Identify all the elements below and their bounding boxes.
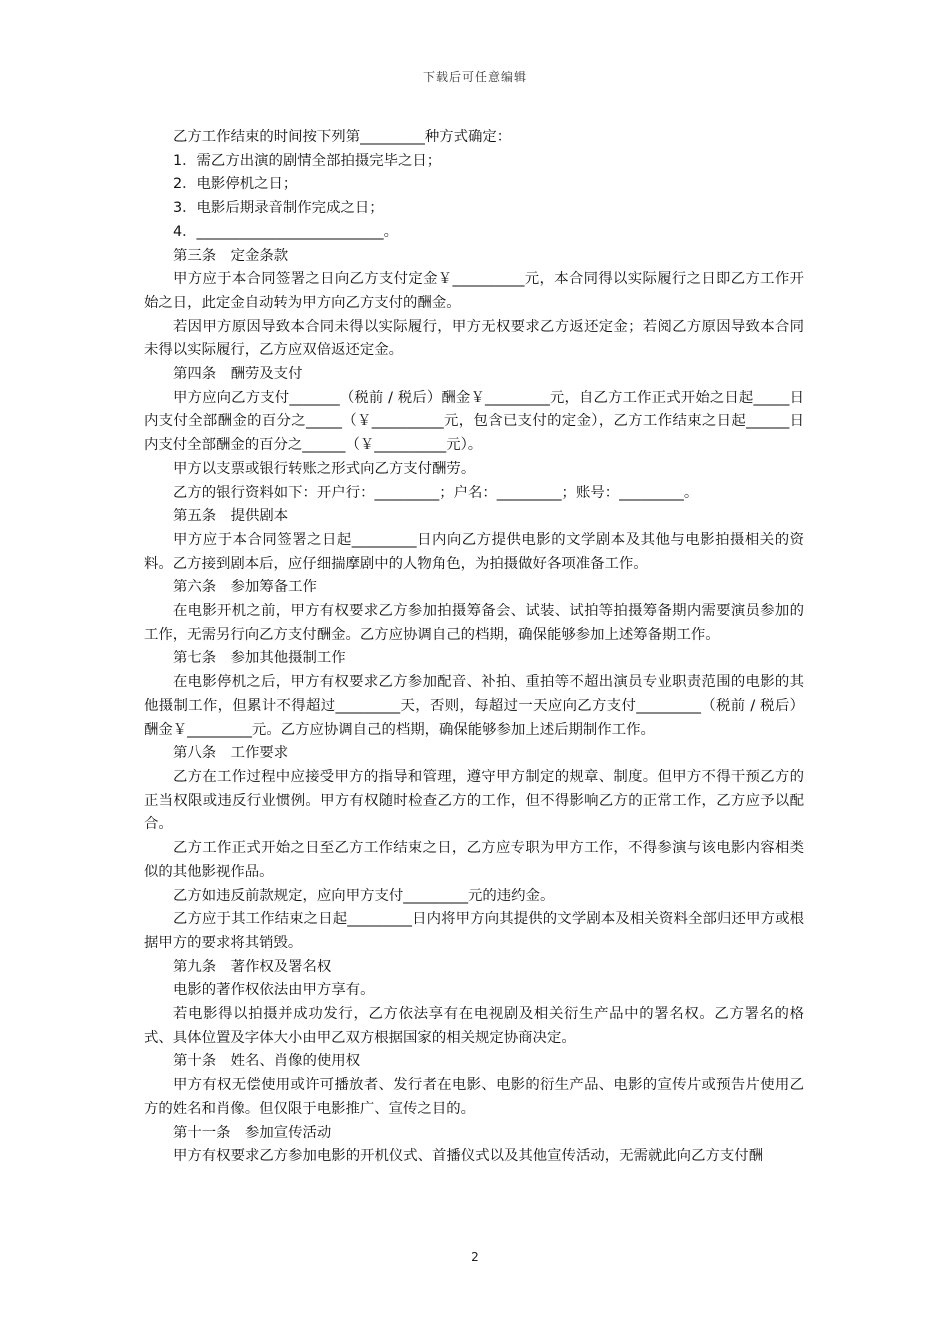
document-body xyxy=(144,126,804,1169)
list-item: 3．电影后期录音制作完成之日； xyxy=(173,200,384,217)
list-item: 2．电影停机之日； xyxy=(173,176,298,193)
paragraph: 乙方工作正式开始之日至乙方工作结束之日，乙方应专职为甲方工作，不得参演与该电影内容相类似的其他影视作品。 xyxy=(144,840,804,880)
paragraph: 甲方应于本合同签署之日向乙方支付定金￥__________元，本合同得以实际履行之日即乙方工作开始之日，此定金自动转为甲方向乙方支付的酬金。 xyxy=(144,271,804,311)
article-heading: 第九条 著作权及署名权 xyxy=(173,958,332,975)
article-heading: 第六条 参加筹备工作 xyxy=(173,579,317,596)
paragraph: 甲方应于本合同签署之日起_________日内向乙方提供电影的文学剧本及其他与电影拍摄相关的资料。乙方接到剧本后，应仔细揣摩剧中的人物角色，为拍摄做好各项准备工作。 xyxy=(144,531,804,572)
list-item: 4．__________________________。 xyxy=(173,223,399,240)
list-item: 1．需乙方出演的剧情全部拍摄完毕之日； xyxy=(173,152,442,169)
paragraph: 乙方工作结束的时间按下列第_________种方式确定： xyxy=(173,129,512,145)
page-number: 2 xyxy=(471,1250,479,1264)
paragraph: 甲方有权无偿使用或许可播放者、发行者在电影、电影的衍生产品、电影的宣传片或预告片使用乙方的姓名和肖像。但仅限于电影推广、宣传之目的。 xyxy=(144,1077,804,1117)
article-heading: 第十一条 参加宣传活动 xyxy=(173,1124,332,1141)
paragraph: 在电影开机之前，甲方有权要求乙方参加拍摄筹备会、试装、试拍等拍摄筹备期内需要演员参加的工作，无需另行向乙方支付酬金。乙方应协调自己的档期，确保能够参加上述筹备期工作。 xyxy=(144,603,804,643)
paragraph: 乙方在工作过程中应接受甲方的指导和管理，遵守甲方制定的规章、制度。但甲方不得干预乙方的正当权限或违反行业惯例。甲方有权随时检查乙方的工作，但不得影响乙方的正常工作，乙方应予以配合。 xyxy=(144,768,804,833)
paragraph: 甲方应向乙方支付_______（税前 / 税后）酬金￥_________元，自乙方工作正式开始之日起_____日内支付全部酬金的百分之_____（￥__________元，包含已支付的定金），乙方工作结束之日起______日内支付全部酬金的百分之______（￥__________元）。 xyxy=(144,389,804,454)
paragraph: 乙方如违反前款规定，应向甲方支付_________元的违约金。 xyxy=(173,887,555,904)
article-heading: 第七条 参加其他摄制工作 xyxy=(173,650,346,667)
paragraph: 若因甲方原因导致本合同未得以实际履行，甲方无权要求乙方返还定金；若阅乙方原因导致本合同未得以实际履行，乙方应双倍返还定金。 xyxy=(144,318,804,359)
article-heading: 第三条 定金条款 xyxy=(173,247,289,264)
paragraph: 在电影停机之后，甲方有权要求乙方参加配音、补拍、重拍等不超出演员专业职责范围的电影的其他摄制工作，但累计不得超过_________天，否则，每超过一天应向乙方支付_________（税前 / 税后）酬金￥_________元。乙方应协调自己的档期，确保能够参加上述后期制作工作。 xyxy=(144,674,804,738)
paragraph: 电影的著作权依法由甲方享有。 xyxy=(173,982,375,999)
article-heading: 第十条 姓名、肖像的使用权 xyxy=(173,1053,361,1070)
article-heading: 第八条 工作要求 xyxy=(173,745,289,762)
page-header: 下载后可任意编辑 xyxy=(422,70,527,84)
paragraph: 甲方以支票或银行转账之形式向乙方支付酬劳。 xyxy=(173,460,476,477)
paragraph: 若电影得以拍摄并成功发行，乙方依法享有在电视剧及相关衍生产品中的署名权。乙方署名的格式、具体位置及字体大小由甲乙双方根据国家的相关规定协商决定。 xyxy=(144,1006,804,1046)
paragraph: 甲方有权要求乙方参加电影的开机仪式、首播仪式以及其他宣传活动，无需就此向乙方支付酬 xyxy=(173,1148,764,1165)
article-heading: 第五条 提供剧本 xyxy=(173,508,289,525)
article-heading: 第四条 酬劳及支付 xyxy=(173,366,303,383)
paragraph: 乙方应于其工作结束之日起_________日内将甲方向其提供的文学剧本及相关资料全部归还甲方或根据甲方的要求将其销毁。 xyxy=(144,911,804,951)
paragraph: 乙方的银行资料如下：开户行：_________；户名：_________；账号：_________。 xyxy=(173,484,699,501)
